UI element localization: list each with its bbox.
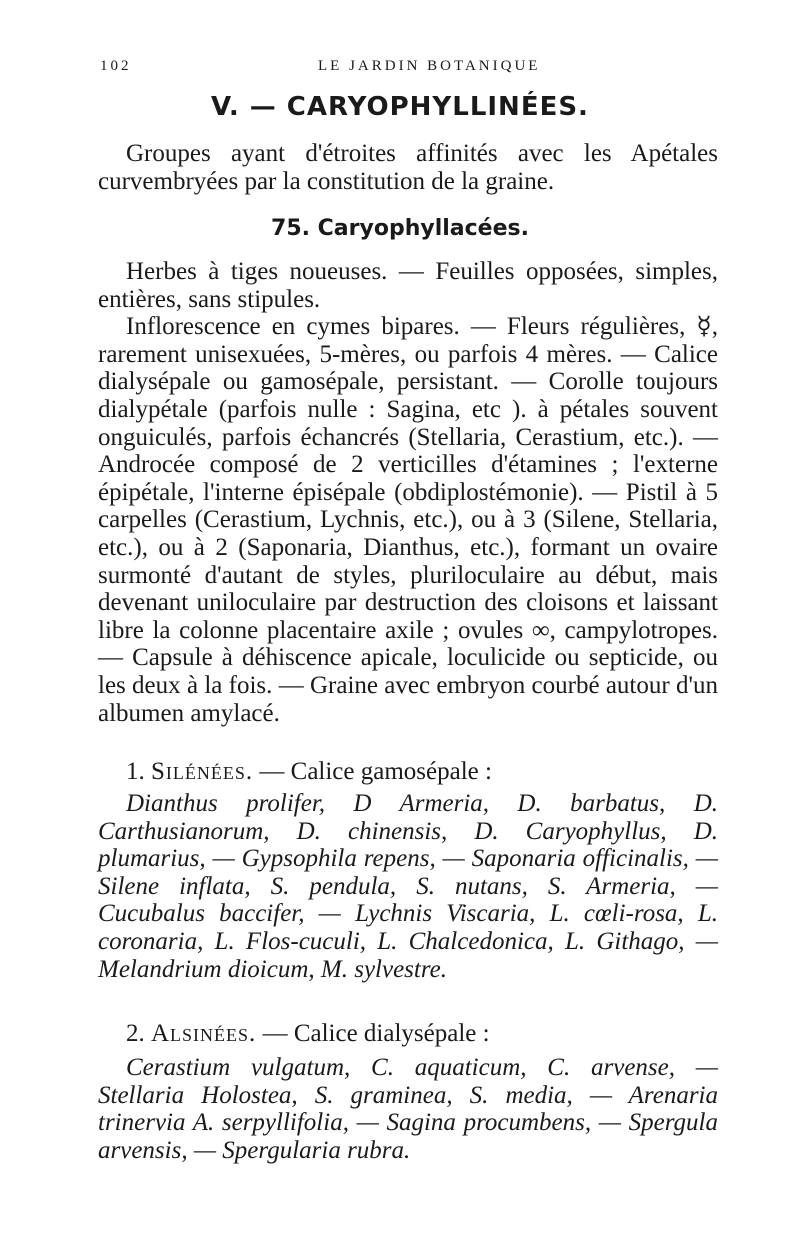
running-title: LE JARDIN BOTANIQUE	[318, 58, 541, 74]
chapter-intro-text: Groupes ayant d'étroites affinités avec les Apétales curvembryées par la constitution de la graine.	[98, 140, 718, 195]
tribe-name: Alsinées.	[151, 1020, 257, 1047]
chapter-heading: V. — CARYOPHYLLINÉES.	[211, 92, 589, 122]
tribe-number: 2.	[126, 1020, 145, 1047]
species-list: Dianthus prolifer, D Armeria, D. barbatus, D. Carthusianorum, D. chinensis, D. Caryophyllus, D. plumarius, — Gypsophila repens, — Saponaria officinalis, — Silene inflata, S. pendula, S. nutans, S. Armeria, — Cucubalus baccifer, — Lychnis Viscaria, L. cœli-rosa, L. coronaria, L. Flos-cuculi, L. Chalcedonica, L. Githago, — Melandrium dioicum, M. sylvestre.	[98, 790, 718, 983]
chapter-intro	[98, 140, 718, 195]
page-number: 102	[100, 58, 132, 74]
family-description	[98, 258, 718, 727]
tribe-species-alsinees	[98, 1054, 718, 1164]
tribe-trait: — Calice gamosépale :	[259, 758, 492, 785]
tribe-heading-alsinees	[98, 1020, 718, 1048]
tribe-heading-silenees	[98, 758, 718, 786]
family-paragraph-2: Inflorescence en cymes bipares. — Fleurs régulières, ☿, rarement unisexuées, 5-mères, ou parfois 4 mères. — Calice dialysépale ou gamosépale, persistant. — Corolle toujours dialypétale (parfois nulle : Sagina, etc ). à pétales souvent onguiculés, parfois échancrés (Stellaria, Cerastium, etc.). — Androcée composé de 2 verticilles d'étamines ; l'externe épipétale, l'interne épisépale (obdiplostémonie). — Pistil à 5 carpelles (Cerastium, Lychnis, etc.), ou à 3 (Silene, Stellaria, etc.), ou à 2 (Saponaria, Dianthus, etc.), formant un ovaire surmonté d'autant de styles, pluriloculaire au début, mais devenant uniloculaire par destruction des cloisons et laissant libre la colonne placentaire axile ; ovules ∞, campylotropes. — Capsule à déhiscence apicale, loculicide ou septicide, ou les deux à la fois. — Graine avec embryon courbé autour d'un albumen amylacé.	[98, 313, 718, 727]
species-list: Cerastium vulgatum, C. aquaticum, C. arvense, — Stellaria Holostea, S. graminea, S. media, — Arenaria trinervia A. serpyllifolia, — Sagina procumbens, — Spergula arvensis, — Spergularia rubra.	[98, 1054, 718, 1164]
running-head	[100, 58, 720, 84]
tribe-number: 1.	[126, 758, 145, 785]
tribe-species-silenees	[98, 790, 718, 983]
family-heading: 75. Caryophyllacées.	[271, 216, 529, 241]
tribe-name: Silénées.	[151, 758, 254, 785]
family-paragraph-1: Herbes à tiges noueuses. — Feuilles opposées, simples, entières, sans stipules.	[98, 258, 718, 313]
tribe-trait: — Calice dialysépale :	[262, 1020, 490, 1047]
